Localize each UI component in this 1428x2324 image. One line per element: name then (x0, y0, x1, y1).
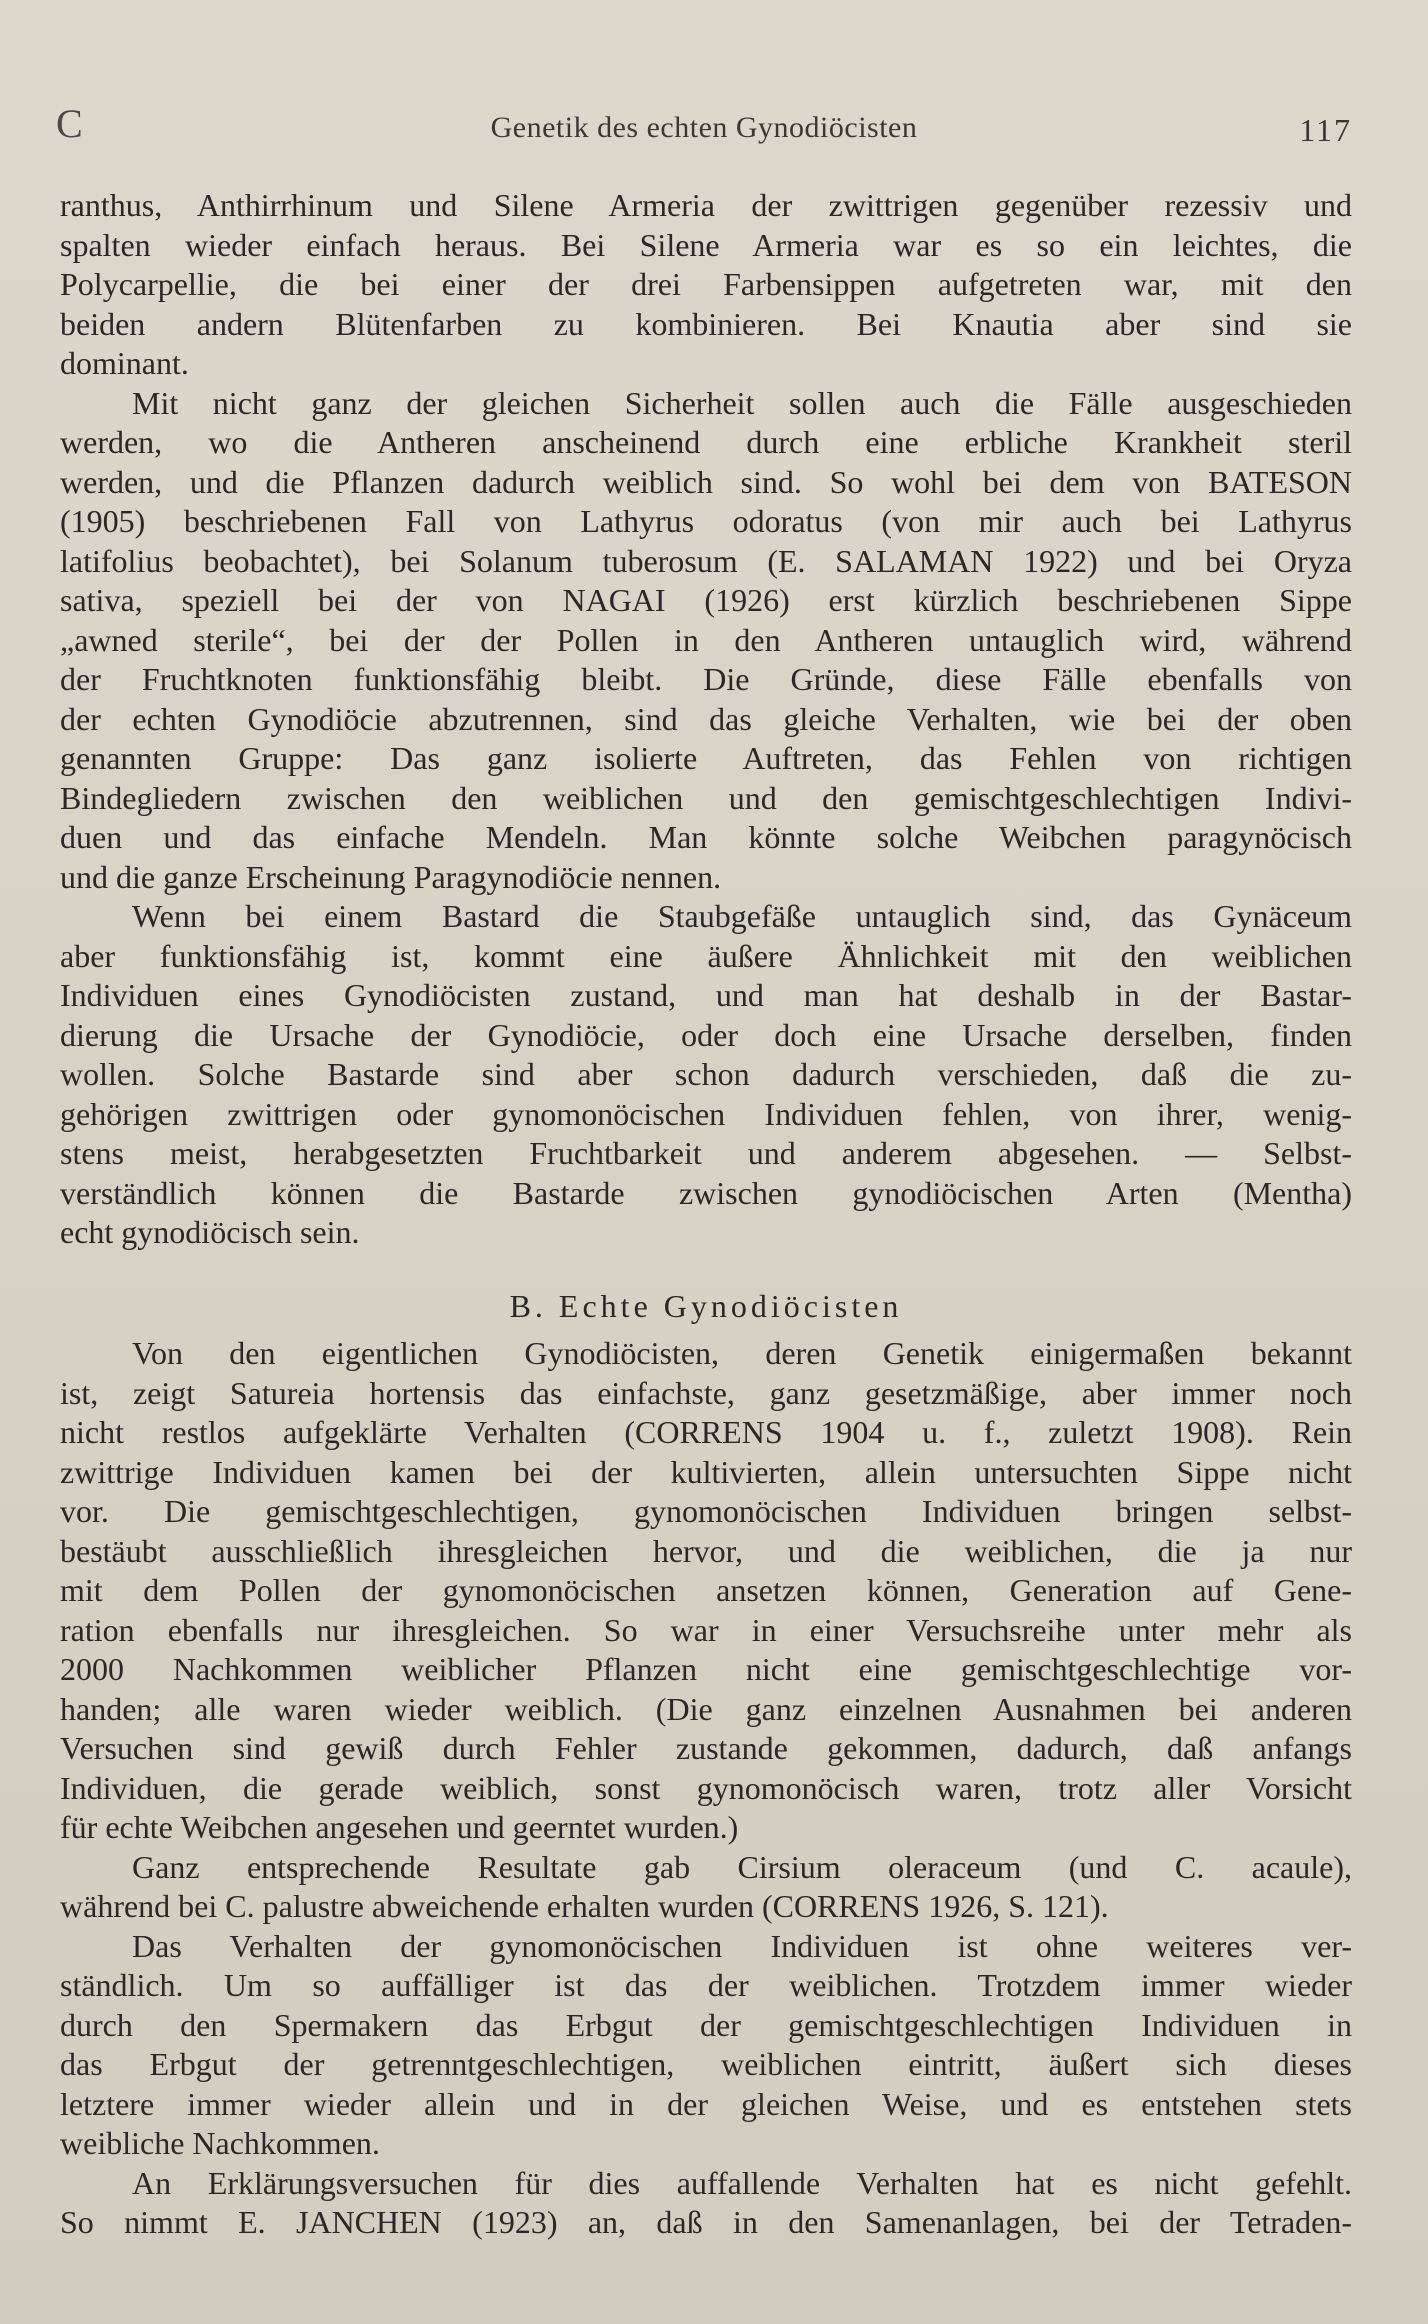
text-line: ständlich. Um so auffälliger ist das der weiblichen. Trotzdem immer wieder (60, 1967, 1352, 2003)
text-line: letztere immer wieder allein und in der gleichen Weise, und es entstehen stets (60, 2085, 1352, 2122)
text-line: Ganz entsprechende Resultate gab Cirsium oleraceum (und C. acaule), (132, 1848, 1352, 1885)
text-line: der Fruchtknoten funktionsfähig bleibt. Die Gründe, diese Fälle ebenfalls von (60, 661, 1352, 697)
text-line: sativa, speziell bei der von NAGAI (1926) erst kürzlich beschriebenen Sippe (60, 582, 1352, 618)
header-mark: C (56, 101, 83, 146)
text-line: genannten Gruppe: Das ganz isolierte Auftreten, das Fehlen von richtigen (60, 740, 1352, 776)
paragraph (60, 1927, 1352, 2164)
text-line: „awned sterile“, bei der der Pollen in den Antheren untauglich wird, während (60, 621, 1352, 658)
text-line: Bindegliedern zwischen den weiblichen und den gemischtgeschlechtigen Indivi- (60, 779, 1352, 816)
text-line: beiden andern Blütenfarben zu kombinieren. Bei Knautia aber sind sie (60, 305, 1352, 342)
text-line: wollen. Solche Bastarde sind aber schon dadurch verschieden, daß die zu- (60, 1056, 1352, 1092)
text-line: duen und das einfache Mendeln. Man könnte solche Weibchen paragynöcisch (60, 819, 1352, 855)
text-line: ranthus, Anthirrhinum und Silene Armeria der zwittrigen gegenüber rezessiv und (60, 187, 1352, 223)
text-line: ration ebenfalls nur ihresgleichen. So war in einer Versuchsreihe unter mehr als (60, 1611, 1352, 1648)
text-line: nicht restlos aufgeklärte Verhalten (CORRENS 1904 u. f., zuletzt 1908). Rein (60, 1414, 1352, 1450)
text-line: werden, wo die Antheren anscheinend durch eine erbliche Krankheit steril (60, 424, 1352, 460)
text-line: während bei C. palustre abweichende erhalten wurden (CORRENS 1926, S. 121). (60, 1888, 1109, 1924)
text-line: durch den Spermakern das Erbgut der gemischtgeschlechtigen Individuen in (60, 2006, 1352, 2043)
text-line: gehörigen zwittrigen oder gynomonöcischen Individuen fehlen, von ihrer, wenig- (60, 1095, 1352, 1132)
text-line: 2000 Nachkommen weiblicher Pflanzen nicht eine gemischtgeschlechtige vor- (60, 1651, 1352, 1687)
text-line: für echte Weibchen angesehen und geerntet wurden.) (60, 1809, 739, 1845)
body-text (60, 186, 1352, 2243)
text-line: Versuchen sind gewiß durch Fehler zustande gekommen, dadurch, daß anfangs (60, 1730, 1352, 1766)
text-line: Polycarpellie, die bei einer der drei Farbensippen aufgetreten war, mit den (60, 266, 1352, 302)
text-line: (1905) beschriebenen Fall von Lathyrus odoratus (von mir auch bei Lathyrus (60, 503, 1352, 539)
text-line: aber funktionsfähig ist, kommt eine äußere Ähnlichkeit mit den weiblichen (60, 937, 1352, 974)
text-line: dominant. (60, 345, 189, 381)
paragraph (60, 186, 1352, 384)
text-line: echt gynodiöcisch sein. (60, 1214, 360, 1250)
text-line: und die ganze Erscheinung Paragynodiöcie nennen. (60, 858, 722, 895)
section-heading: B. Echte Gynodiöcisten (509, 1287, 903, 1324)
paragraph (60, 384, 1352, 898)
paragraph (60, 1334, 1352, 1848)
text-line: zwittrige Individuen kamen bei der kultivierten, allein untersuchten Sippe nicht (60, 1453, 1352, 1490)
text-line: das Erbgut der getrenntgeschlechtigen, weiblichen eintritt, äußert sich dieses (60, 2046, 1352, 2082)
text-line: vor. Die gemischtgeschlechtigen, gynomonöcischen Individuen bringen selbst- (60, 1493, 1352, 1529)
text-line: So nimmt E. JANCHEN (1923) an, daß in den Samenanlagen, bei der Tetraden- (60, 2204, 1352, 2240)
text-line: bestäubt ausschließlich ihresgleichen hervor, und die weiblichen, die ja nur (60, 1532, 1352, 1569)
text-line: Individuen, die gerade weiblich, sonst gynomonöcisch waren, trotz aller Vorsicht (60, 1769, 1352, 1806)
text-line: Wenn bei einem Bastard die Staubgefäße untauglich sind, das Gynäceum (132, 898, 1352, 934)
text-line: stens meist, herabgesetzten Fruchtbarkeit und anderem abgesehen. — Selbst- (60, 1135, 1352, 1171)
text-line: Mit nicht ganz der gleichen Sicherheit sollen auch die Fälle ausgeschieden (132, 384, 1352, 421)
text-line: mit dem Pollen der gynomonöcischen ansetzen können, Generation auf Gene- (60, 1572, 1352, 1608)
running-title: Genetik des echten Gynodiöcisten (490, 111, 918, 144)
text-line: Das Verhalten der gynomonöcischen Individuen ist ohne weiteres ver- (132, 1927, 1352, 1964)
paragraph (60, 1848, 1352, 1927)
text-line: Von den eigentlichen Gynodiöcisten, deren Genetik einigermaßen bekannt (132, 1335, 1352, 1371)
paragraph (60, 897, 1352, 1253)
paragraph (60, 2164, 1352, 2243)
page-number: 117 (1299, 112, 1352, 148)
text-line: handen; alle waren wieder weiblich. (Die ganz einzelnen Ausnahmen bei anderen (60, 1690, 1352, 1727)
text-line: ist, zeigt Satureia hortensis das einfachste, ganz gesetzmäßige, aber immer noch (60, 1374, 1352, 1411)
text-line: dierung die Ursache der Gynodiöcie, oder doch eine Ursache derselben, finden (60, 1016, 1352, 1053)
text-line: verständlich können die Bastarde zwischen gynodiöcischen Arten (Mentha) (60, 1174, 1352, 1211)
text-line: An Erklärungsversuchen für dies auffallende Verhalten hat es nicht gefehlt. (132, 2164, 1352, 2201)
text-line: werden, und die Pflanzen dadurch weiblich sind. So wohl bei dem von BATESON (60, 463, 1352, 500)
running-header (56, 96, 1352, 146)
text-line: latifolius beobachtet), bei Solanum tuberosum (E. SALAMAN 1922) und bei Oryza (60, 542, 1352, 579)
text-line: der echten Gynodiöcie abzutrennen, sind das gleiche Verhalten, wie bei der oben (60, 700, 1352, 737)
text-line: Individuen eines Gynodiöcisten zustand, und man hat deshalb in der Bastar- (60, 977, 1352, 1013)
text-line: weibliche Nachkommen. (60, 2125, 380, 2161)
text-line: spalten wieder einfach heraus. Bei Silene Armeria war es so ein leichtes, die (60, 226, 1352, 263)
